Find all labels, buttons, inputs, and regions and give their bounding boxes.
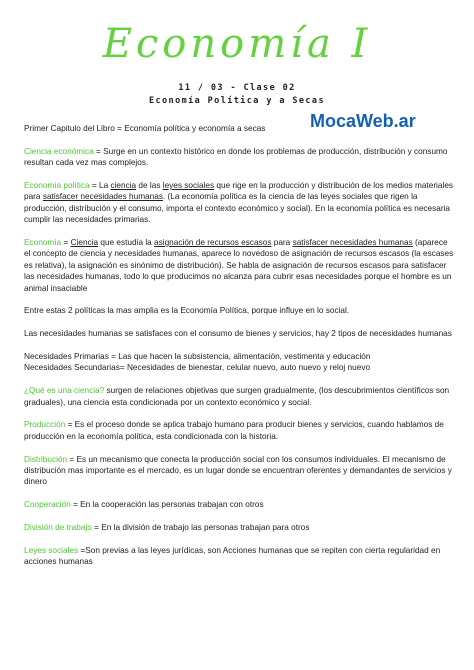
term-cooperacion: Cooperación bbox=[24, 500, 71, 510]
term-economia-politica: Economía política bbox=[24, 181, 90, 190]
paragraph-economia-politica bbox=[24, 180, 456, 226]
term-leyes-sociales: Leyes sociales bbox=[24, 545, 79, 555]
text-segment: para bbox=[271, 238, 293, 248]
term-produccion: Producción bbox=[24, 420, 66, 430]
line-necesidades-secundarias: Necesidades Secundarias= Necesidades de bienestar, celular nuevo, auto nuevo y reloj nuevo bbox=[24, 363, 371, 373]
text-segment: que estudia la bbox=[98, 238, 155, 248]
underlined-ciencia: ciencia bbox=[110, 181, 137, 190]
underlined-satisfacer: satisfacer necesidades humanas bbox=[42, 192, 163, 202]
definition-text: = Es un mecanismo que conecta la producción social con los consumos individuales. El mecanismo de distribución mas importante es el mercado, es un lugar donde se encuentran oferentes y demandantes de servicios y dinero bbox=[24, 454, 452, 487]
paragraph-division-trabajo bbox=[24, 522, 456, 533]
paragraph-intro: Primer Capitulo del Libro = Economía política y economía a secas bbox=[24, 124, 266, 133]
term-distribucion: Distribución bbox=[24, 454, 68, 464]
text-segment: (aparece el concepto de ciencia y necesidades humanas, aparece lo novedoso de asignación de recursos escasos (la escases es relativa), la asignación es sinónimo de distribución). Se habla de asignación de recursos escasos para satisfacer las necesidades humanas, todo lo que producimos no alcanza para cubrir esas necesidades porque el hombre es un animal insaciable bbox=[24, 238, 454, 293]
paragraph-necesidades: Las necesidades humanas se satisfaces con el consumo de bienes y servicios, hay 2 tipos de necesidades humanas bbox=[24, 329, 452, 339]
class-date: 11 / 03 - Clase 02 bbox=[178, 83, 296, 93]
term-economia: Economía bbox=[24, 238, 62, 248]
brand-logo[interactable]: MocaWeb.ar bbox=[310, 111, 416, 131]
definition-text: = Es el proceso donde se aplica trabajo humano para producir bienes y servicios, cuando hablamos de producción en la economía política, esta condicionada con la historia. bbox=[24, 420, 444, 441]
paragraph-distribucion bbox=[24, 454, 456, 488]
paragraph-economia bbox=[24, 237, 456, 294]
text-segment: de las bbox=[136, 181, 163, 190]
text-segment: = bbox=[61, 238, 71, 248]
paragraph-que-es-ciencia bbox=[24, 385, 456, 408]
term-que-es-ciencia: ¿Qué es una ciencia? bbox=[24, 386, 105, 396]
term-division-trabajo: División de trabajo bbox=[24, 523, 92, 533]
definition-text: = Surge en un contexto histórico en donde los problemas de producción, distribución y consumo resultan cada vez mas complejos. bbox=[24, 146, 448, 168]
paragraph-produccion bbox=[24, 419, 456, 442]
lesson-subtitle: Economía Política y a Secas bbox=[149, 96, 325, 106]
underlined-leyes-sociales: leyes sociales bbox=[162, 181, 215, 190]
paragraph-comparison: Entre estas 2 políticas la mas amplia es la Economía Política, porque influye en lo social. bbox=[24, 306, 350, 316]
underlined-satisfacer: satisfacer necesidades humanas bbox=[292, 238, 413, 248]
text-segment: . (La economía política es la ciencia de las leyes sociales que rigen la producción, distribución y el consumo, importa el contexto económico y social). En la economía política es necesaria cumplir las necesidades primarias. bbox=[24, 192, 451, 225]
paragraph-leyes-sociales bbox=[24, 545, 456, 568]
definition-text: = En la división de trabajo las personas trabajan para otros bbox=[91, 523, 310, 533]
underlined-asignacion: asignación de recursos escasos bbox=[154, 238, 272, 248]
term-ciencia-economica: Ciencia económica bbox=[24, 146, 94, 156]
text-segment: = La bbox=[89, 181, 111, 190]
text-segment: que rige en la producción y distribución de los medios materiales para bbox=[24, 181, 454, 202]
paragraph-cooperacion bbox=[24, 499, 456, 510]
underlined-ciencia: Ciencia bbox=[70, 238, 99, 248]
notes-body bbox=[24, 123, 456, 568]
page-title: Economía I bbox=[102, 21, 372, 67]
definition-text: surgen de relaciones objetivas que surgen gradualmente, (los descubrimientos científicos son graduales), una ciencia esta condicionada por un contexto económico y social. bbox=[24, 386, 450, 407]
definition-text: =Son previas a las leyes jurídicas, son Acciones humanas que se repiten con cierta regularidad en acciones humanas bbox=[24, 545, 441, 567]
definition-text: = En la cooperación las personas trabajan con otros bbox=[70, 500, 264, 510]
line-necesidades-primarias: Necesidades Primarias = Las que hacen la subsistencia, alimentación, vestimenta y educación bbox=[24, 352, 371, 362]
paragraph-ciencia-economica bbox=[24, 146, 456, 169]
